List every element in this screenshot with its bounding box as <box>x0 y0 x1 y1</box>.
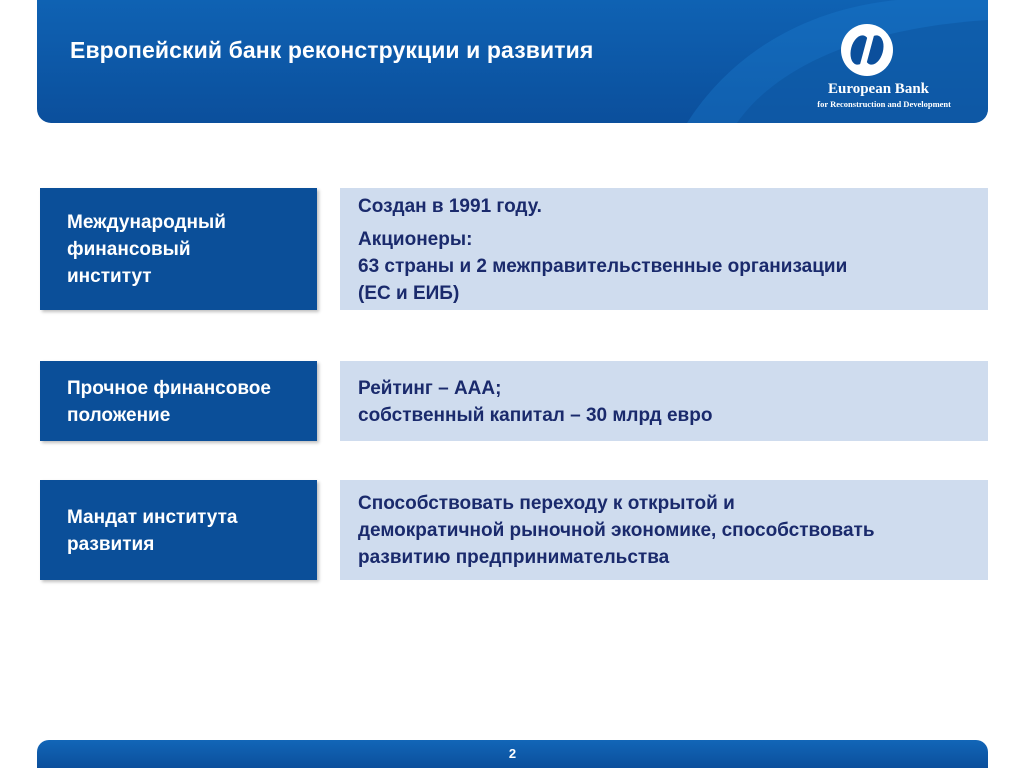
row-1-label-line-3: институт <box>67 266 152 287</box>
row-1-content-line-4: (ЕС и ЕИБ) <box>358 283 460 304</box>
page-title: Европейский банк реконструкции и развития <box>70 37 594 63</box>
row-1-label-box <box>40 188 317 310</box>
row-2-label-line-2: положение <box>67 405 171 426</box>
row-1-label-line-2: финансовый <box>67 239 191 260</box>
row-3-content-line-1: Способствовать переходу к открытой и <box>358 493 735 514</box>
row-1-content-line-1: Создан в 1991 году. <box>358 196 542 217</box>
row-2-content-box <box>340 361 988 441</box>
row-3-label-box <box>40 480 317 580</box>
footer-bar <box>37 740 988 768</box>
logo-subtitle: for Reconstruction and Development <box>817 99 951 109</box>
ebrd-logo-icon <box>839 22 895 78</box>
row-2-label-box <box>40 361 317 441</box>
logo-name: European Bank <box>827 81 929 97</box>
row-3-content-line-3: развитию предпринимательства <box>358 547 670 568</box>
row-2-content-line-1: Рейтинг – ААА; <box>358 378 502 399</box>
ebrd-logo <box>777 20 977 115</box>
page-number: 2 <box>508 746 517 761</box>
row-2-content-line-2: собственный капитал – 30 млрд евро <box>358 405 713 426</box>
row-3-content-line-2: демократичной рыночной экономике, способствовать <box>358 520 875 541</box>
row-1-content-line-2: Акционеры: <box>358 229 473 250</box>
header-banner <box>37 0 988 123</box>
row-1-content-box <box>340 188 988 310</box>
row-1-label-line-1: Международный <box>67 212 226 233</box>
row-3-content-box <box>340 480 988 580</box>
row-3-label-line-1: Мандат института <box>67 507 238 528</box>
row-2-label-line-1: Прочное финансовое <box>67 378 271 399</box>
row-1-content-line-3: 63 страны и 2 межправительственные организации <box>358 256 848 277</box>
row-3-label-line-2: развития <box>67 534 155 555</box>
